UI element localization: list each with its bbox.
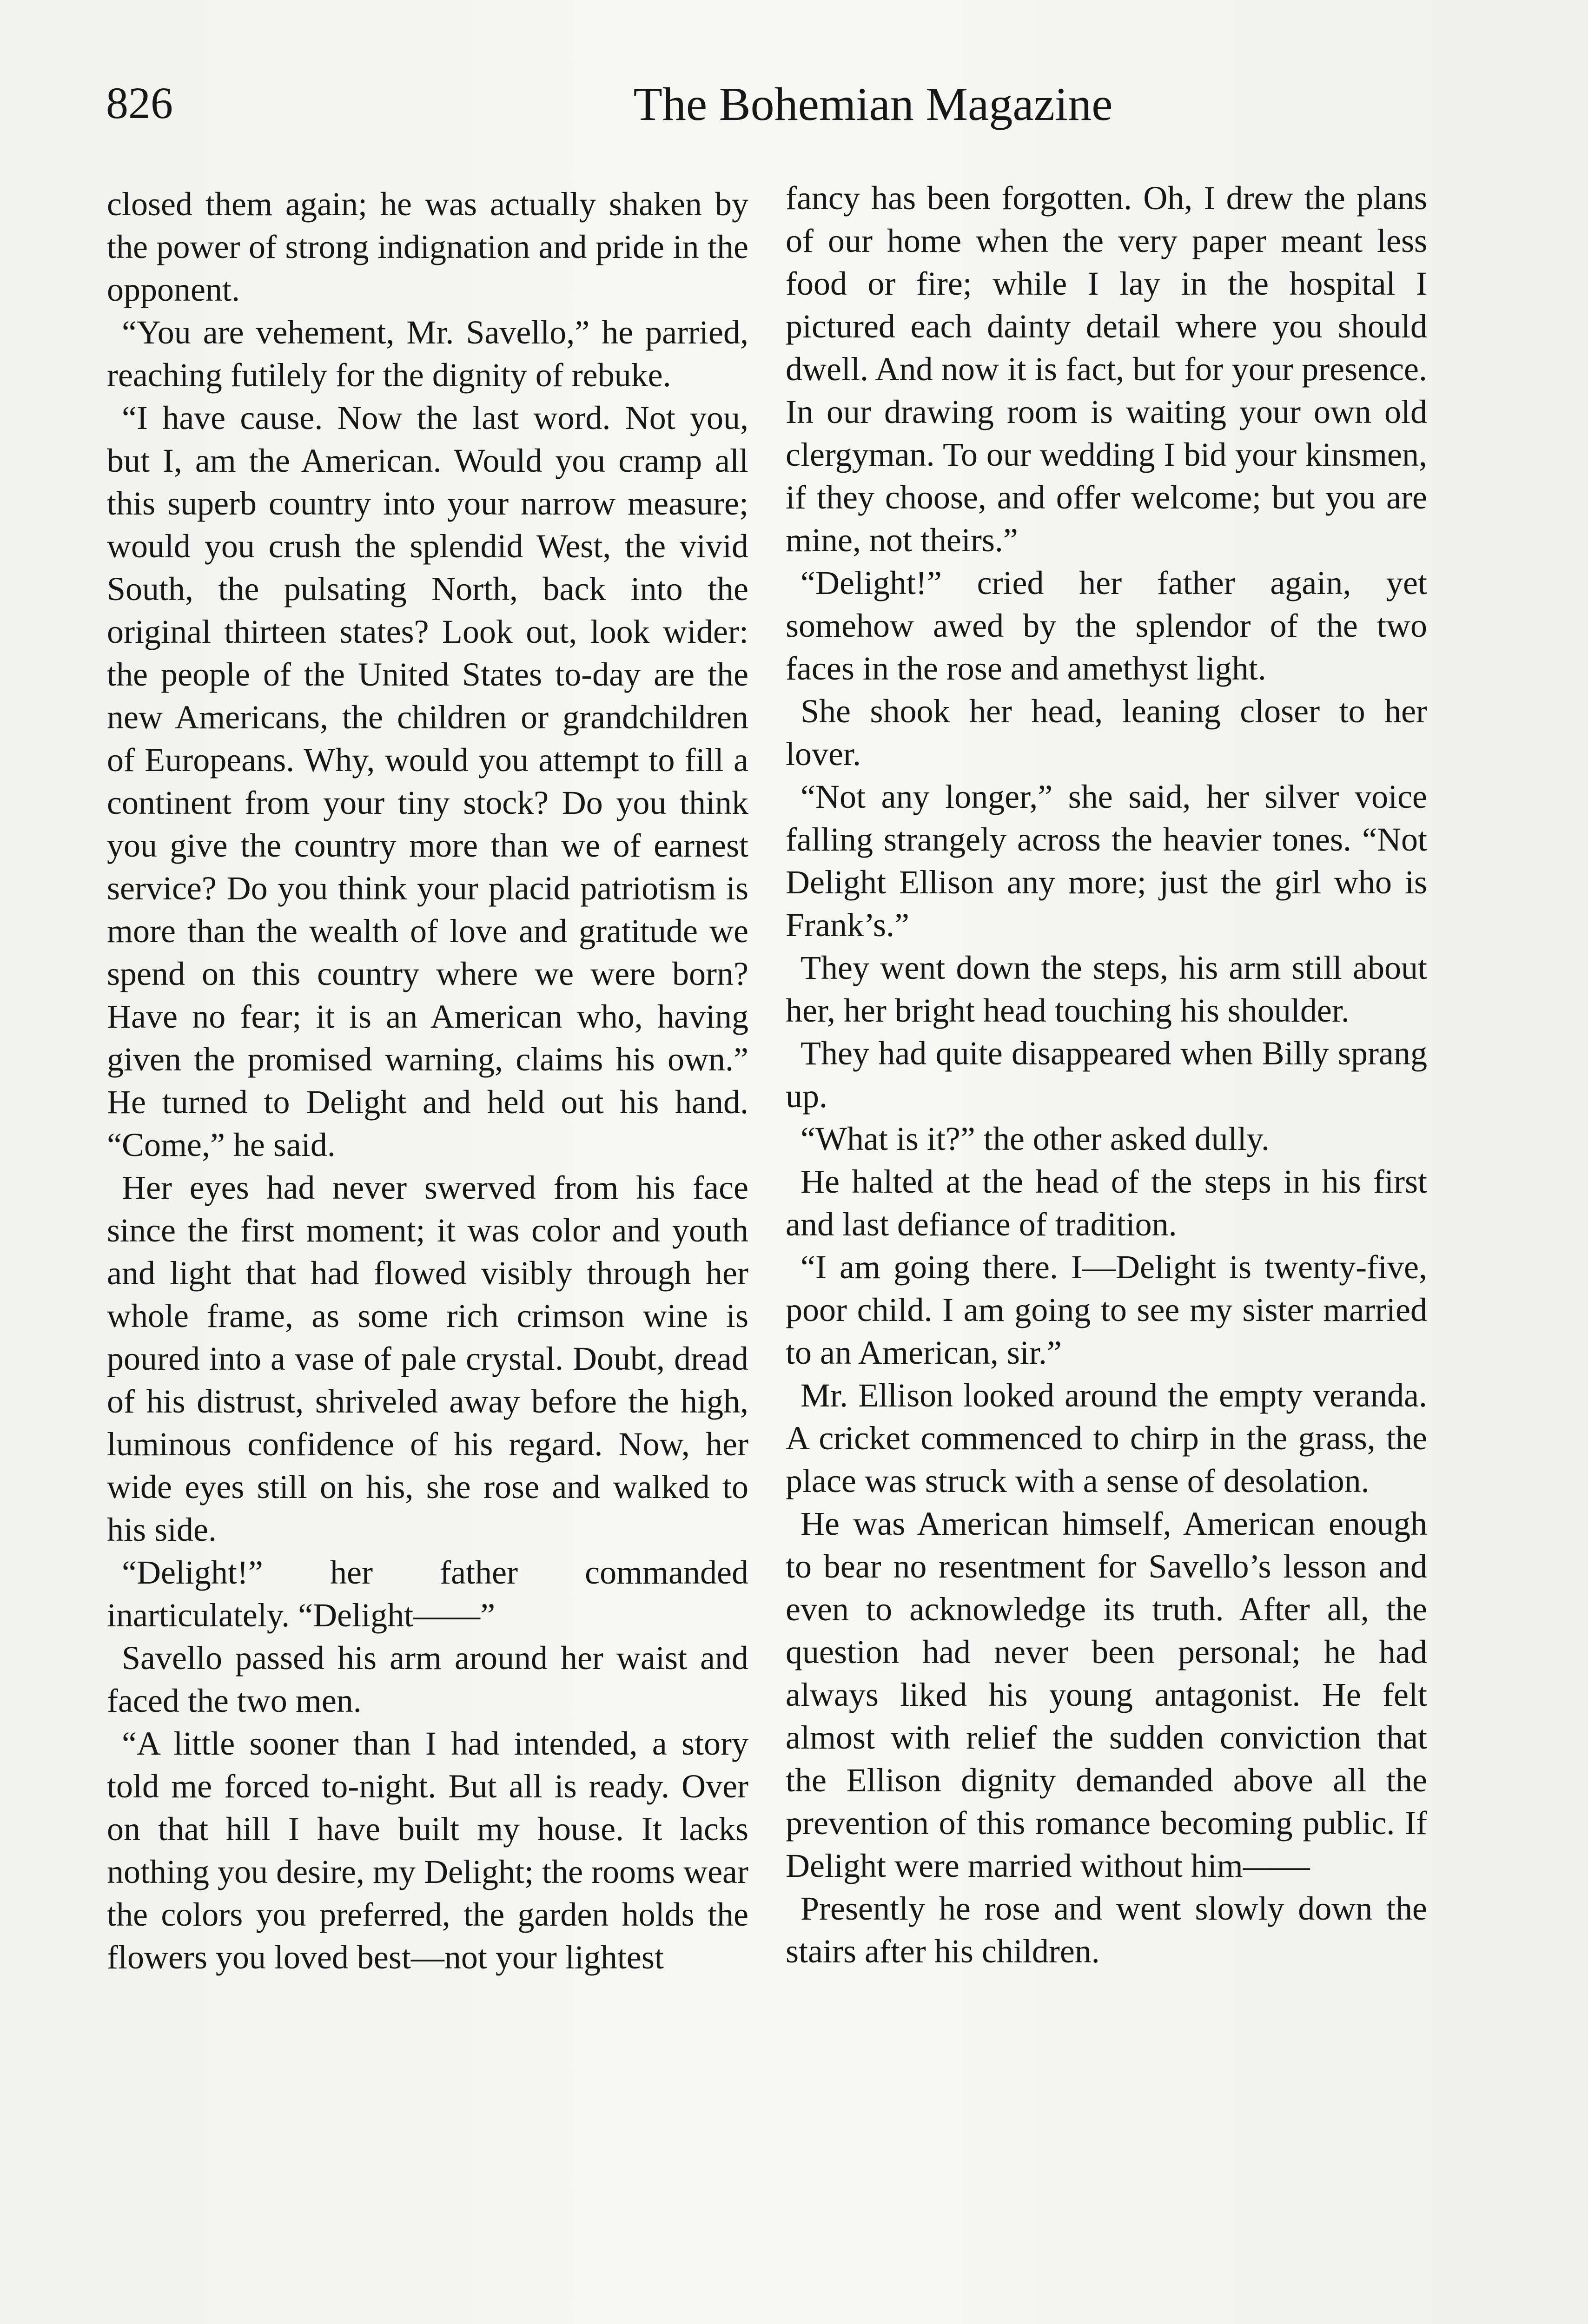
- paragraph: “I am going there. I—Delight is twenty-five, poor child. I am going to see my sister married to an American, sir.”: [786, 1248, 1427, 1371]
- paragraph: “I have cause. Now the last word. Not you, but I, am the American. Would you cramp all this superb country into your narrow measure; would you crush the splendid West, the vivid South, the pulsating North, back into the original thirteen states? Look out, look wider: the people of the United States to-day are the new Americans, the children or grandchildren of Europeans. Why, would you attempt to fill a continent from your tiny stock? Do you think you give the country more than we of earnest service? Do you think your placid patriotism is more than the wealth of love and gratitude we spend on this country where we were born? Have no fear; it is an American who, having given the promised warning, claims his own.” He turned to Delight and held out his hand. “Come,” he said.: [107, 399, 748, 1163]
- paragraph: Savello passed his arm around her waist and faced the two men.: [107, 1639, 748, 1719]
- page-header: [106, 74, 1431, 139]
- paragraph: She shook her head, leaning closer to her lover.: [786, 693, 1427, 772]
- page-number: 826: [106, 78, 173, 128]
- paragraph: They had quite disappeared when Billy sprang up.: [786, 1035, 1427, 1115]
- paragraph: Presently he rose and went slowly down the stairs after his children.: [786, 1890, 1427, 1970]
- right-text-column: [786, 177, 1427, 1973]
- paragraph: “A little sooner than I had intended, a story told me forced to-night. But all is ready. Over on that hill I have built my house. It lacks nothing you desire, my Delight; the rooms wear the colors you preferred, the garden holds the flowers you loved best—not your lightest: [107, 1725, 748, 1976]
- paragraph: They went down the steps, his arm still about her, her bright head touching his shoulder.: [786, 949, 1427, 1029]
- paragraph: “Not any longer,” she said, her silver voice falling strangely across the heavier tones. “Not Delight Ellison any more; just the girl who is Frank’s.”: [786, 778, 1427, 944]
- paragraph: “Delight!” cried her father again, yet somehow awed by the splendor of the two faces in the rose and amethyst light.: [786, 564, 1427, 687]
- paragraph: “What is it?” the other asked dully.: [801, 1120, 1270, 1157]
- paragraph: fancy has been forgotten. Oh, I drew the plans of our home when the very paper meant less food or fire; while I lay in the hospital I pictured each dainty detail where you should dwell. And now it is fact, but for your presence. In our drawing room is waiting your own old clergyman. To our wedding I bid your kinsmen, if they choose, and offer welcome; but you are mine, not theirs.”: [786, 179, 1427, 559]
- paragraph: He halted at the head of the steps in his first and last defiance of tradition.: [786, 1163, 1427, 1243]
- paragraph: “Delight!” her father commanded inarticulately. “Delight——”: [107, 1554, 748, 1634]
- magazine-title: The Bohemian Magazine: [633, 78, 1113, 131]
- paragraph: Mr. Ellison looked around the empty veranda. A cricket commenced to chirp in the grass, the place was struck with a sense of desolation.: [786, 1377, 1427, 1499]
- paragraph: closed them again; he was actually shaken by the power of strong indignation and pride in the opponent.: [107, 185, 748, 308]
- paragraph: Her eyes had never swerved from his face since the first moment; it was color and youth and light that had flowed visibly through her whole frame, as some rich crimson wine is poured into a vase of pale crystal. Doubt, dread of his distrust, shriveled away before the high, luminous confidence of his regard. Now, her wide eyes still on his, she rose and walked to his side.: [107, 1169, 748, 1548]
- left-text-column: [107, 183, 748, 1979]
- paragraph: He was American himself, American enough to bear no resentment for Savello’s lesson and even to acknowledge its truth. After all, the question had never been personal; he had always liked his young antagonist. He felt almost with relief the sudden conviction that the Ellison dignity demanded above all the prevention of this romance becoming public. If Delight were married without him——: [786, 1505, 1427, 1884]
- paragraph: “You are vehement, Mr. Savello,” he parried, reaching futilely for the dignity of rebuke.: [107, 314, 748, 394]
